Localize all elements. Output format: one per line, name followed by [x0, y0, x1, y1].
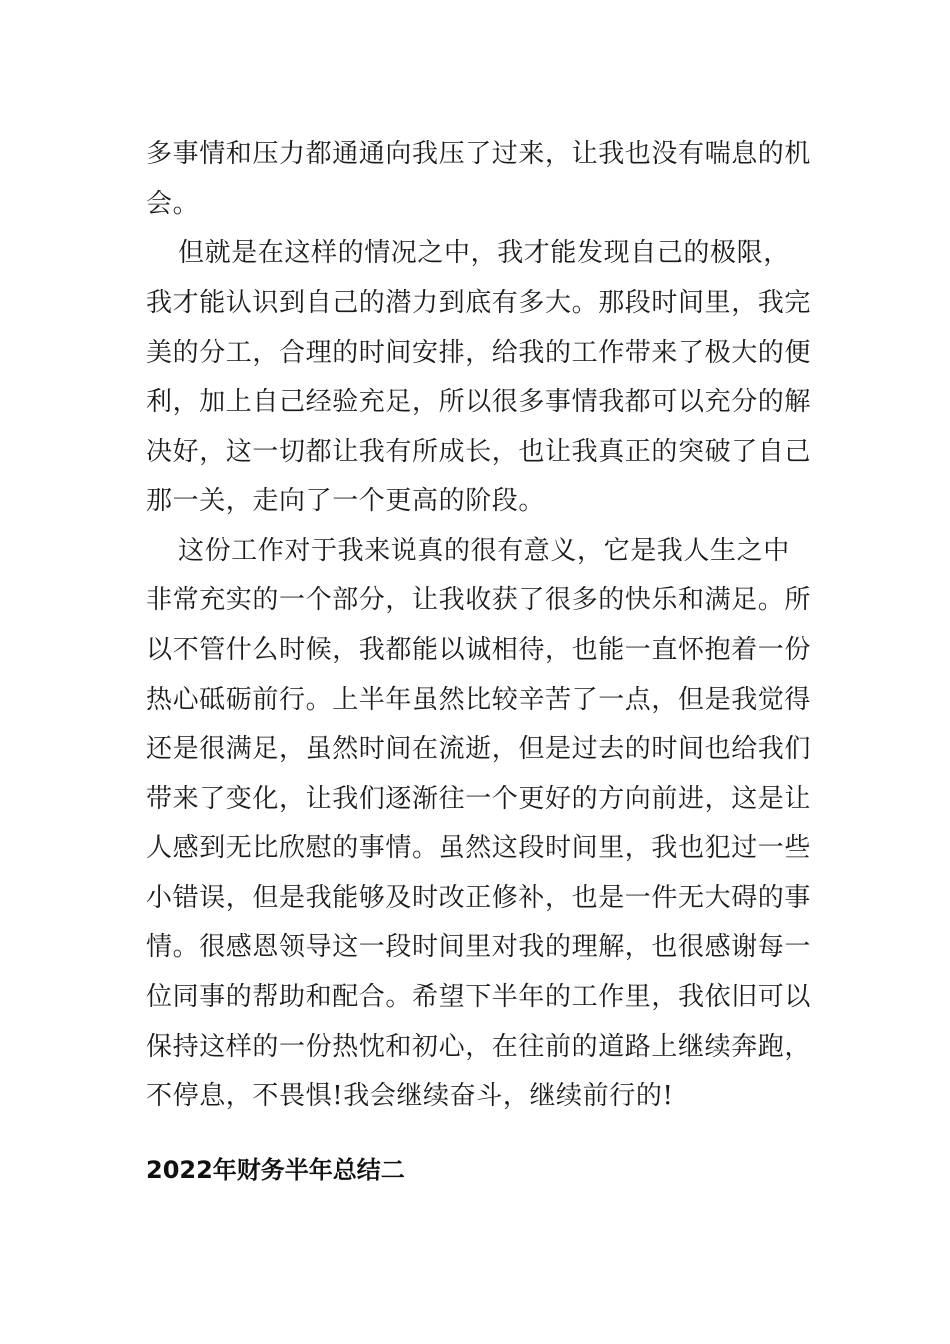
text-line: 那一关，走向了一个更高的阶段。 — [146, 486, 546, 516]
text-line: 热心砥砺前行。上半年虽然比较辛苦了一点，但是我觉得 — [146, 685, 812, 715]
text-line: 利，加上自己经验充足，所以很多事情我都可以充分的解 — [146, 387, 812, 417]
text-line: 这份工作对于我来说真的很有意义，它是我人生之中 — [178, 536, 790, 566]
section-heading: 2022年财务半年总结二 — [146, 1156, 405, 1184]
text-line: 小错误，但是我能够及时改正修补，也是一件无大碍的事 — [146, 883, 812, 913]
text-line: 保持这样的一份热忱和初心，在往前的道路上继续奔跑， — [146, 1032, 812, 1062]
text-line: 多事情和压力都通通向我压了过来，让我也没有喘息的机 — [146, 139, 812, 169]
text-line: 会。 — [146, 189, 200, 219]
text-line: 位同事的帮助和配合。希望下半年的工作里，我依旧可以 — [146, 982, 812, 1012]
text-line: 决好，这一切都让我有所成长，也让我真正的突破了自己 — [146, 437, 812, 467]
text-line: 带来了变化，让我们逐渐往一个更好的方向前进，这是让 — [146, 784, 812, 814]
text-line: 以不管什么时候，我都能以诚相待，也能一直怀抱着一份 — [146, 635, 812, 665]
text-line: 还是很满足，虽然时间在流逝，但是过去的时间也给我们 — [146, 734, 812, 764]
text-line: 人感到无比欣慰的事情。虽然这段时间里，我也犯过一些 — [146, 833, 812, 863]
text-line: 美的分工，合理的时间安排，给我的工作带来了极大的便 — [146, 338, 812, 368]
text-line: 非常充实的一个部分，让我收获了很多的快乐和满足。所 — [146, 585, 812, 615]
text-line: 我才能认识到自己的潜力到底有多大。那段时间里，我完 — [146, 288, 812, 318]
text-line: 情。很感恩领导这一段时间里对我的理解，也很感谢每一 — [146, 932, 812, 962]
text-line: 但就是在这样的情况之中，我才能发现自己的极限， — [178, 238, 790, 268]
text-line: 不停息，不畏惧!我会继续奋斗，继续前行的! — [146, 1081, 674, 1111]
